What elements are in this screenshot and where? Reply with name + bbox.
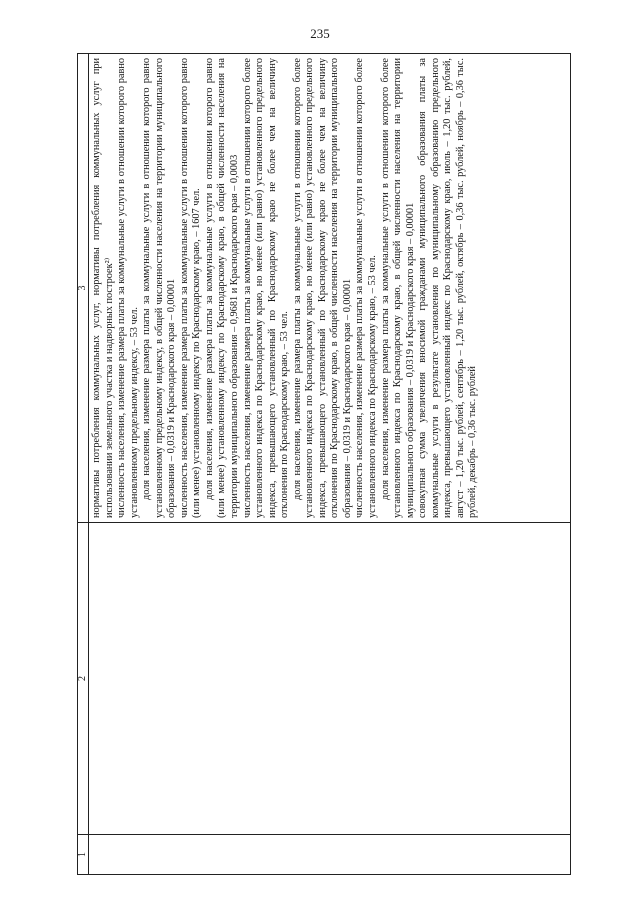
paragraph: доля населения, изменение размера платы за коммунальные услуги в отношении которого более установленного индекса по Краснодарскому краю, в общей численности населения на территории муниципального образования – 0,0319 и Краснодарского края – 0,00001 (379, 58, 416, 518)
cell-col-3 (89, 54, 571, 523)
paragraph: доля населения, изменение размера платы за коммунальные услуги в отношении которого более установленного индекса по Краснодарскому краю, но менее (или равно) установленного предельного индекса, превышающего установленный по Краснодарскому краю не более чем на величину отклонения по Краснодарскому краю, в общей численности населения на территории муниципального образования – 0,0319 и Краснодарского края – 0,00001 (291, 58, 353, 518)
paragraph: численность населения, изменение размера платы за коммунальные услуги в отношении которого равно (или менее) установленному индексу по Краснодарскому краю, – 1607 чел. (178, 58, 203, 518)
column-header-3: 3 (78, 54, 89, 523)
paragraph: совокупная сумма увеличения вносимой гражданами муниципального образования платы за коммунальные услуги в результате установления по муниципальному образованию предельного индекса, превышающего установленный индекс по Краснодарскому краю, июль – 1,20 тыс. рублей, август – 1,20 тыс. рублей, сентябрь – 1,20 тыс. рублей, октябрь – 0,36 тыс. рублей, ноябрь – 0,36 тыс. рублей, декабрь – 0,36 тыс. рублей (417, 58, 479, 518)
cell-col-1 (89, 835, 571, 875)
paragraph: доля населения, изменение размера платы за коммунальные услуги в отношении которого равно (или менее) установленному индексу по Краснодарскому краю, в общей численности населения на территории муниципального образования – 0,9681 и Краснодарского края – 0,0003 (203, 58, 241, 518)
cell-col-2 (89, 523, 571, 835)
cell-text (89, 54, 480, 522)
table-row (89, 54, 571, 875)
paragraph: численность населения, изменение размера платы за коммунальные услуги в отношении которого более установленного индекса по Краснодарскому краю, – 53 чел. (354, 58, 379, 518)
rotated-table-container (77, 53, 571, 875)
paragraph: нормативы потребления коммунальных услуг, нормативы потребления коммунальных услуг при использовании земельного участка и надворных построек²⁾ (91, 58, 115, 518)
paragraph: доля населения, изменение размера платы за коммунальные услуги в отношении которого равно установленному предельному индексу, в общей численности населения на территории муниципального образования – 0,0319 и Краснодарского края – 0,00001 (141, 58, 178, 518)
column-header-1: 1 (78, 835, 89, 875)
data-table (77, 53, 571, 875)
paragraph: численность населения, изменение размера платы за коммунальные услуги в отношении которого более установленного индекса по Краснодарскому краю, но менее (или равно) установленного предельного индекса, превышающего установленный по Краснодарскому краю не более чем на величину отклонения по Краснодарскому краю, – 53 чел. (241, 58, 291, 518)
page-number: 235 (310, 26, 330, 41)
paragraph: численность населения, изменение размера платы за коммунальные услуги в отношении которого равно установленному предельному индексу, – 53 чел. (116, 58, 140, 518)
table-header-row (78, 54, 89, 875)
column-header-2: 2 (78, 523, 89, 835)
